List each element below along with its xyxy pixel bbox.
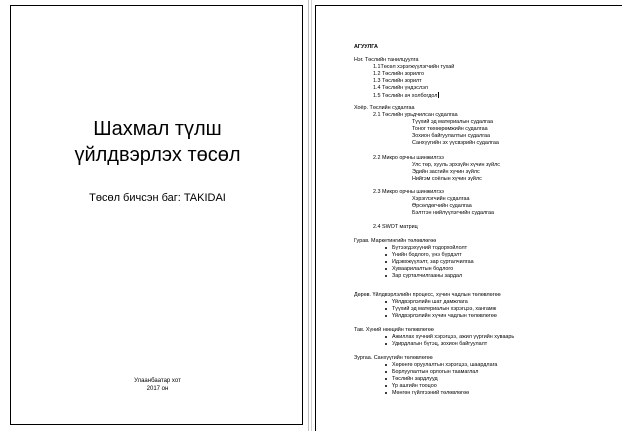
page-gap-divider: [308, 0, 309, 431]
toc-heading: АГУУЛГА: [354, 44, 378, 50]
toc-section-1: Нэг. Төслийн танилцуулга: [354, 57, 419, 63]
toc-item: Санхүүгийн эх үүсвэрийн судалгаа: [412, 140, 499, 146]
cover-title-line-1: Шахмал түлш: [93, 118, 222, 140]
toc-item: Улс төр, хууль эрхзүйн хүчин зүйлс: [412, 162, 500, 168]
toc-section-6: Зургаа. Санхүүгийн төлөвлөгөө: [354, 355, 433, 361]
toc-item: Өрсөлдөгчийн судалгаа: [412, 203, 472, 209]
bullet-icon: [385, 315, 387, 317]
toc-item-with-cursor: [373, 92, 439, 100]
table-of-contents: [316, 6, 622, 432]
toc-item: Төслийн зардлууд: [392, 376, 438, 382]
toc-section-3: Гурав. Маркетингийн төлөвлөгөө: [354, 238, 437, 244]
toc-item: Нийгэм соёлын хүчин зүйлс: [412, 176, 482, 182]
toc-item: Түүхий эд материалын хэрэгцээ, хангамж: [392, 306, 497, 312]
bullet-icon: [385, 254, 387, 256]
toc-item: Үр ашгийн тооцоо: [392, 383, 437, 389]
toc-item: Хөрөнгө оруулалтын хэрэгцээ, шаардлага: [392, 362, 498, 368]
bullet-icon: [385, 247, 387, 249]
bullet-icon: [385, 275, 387, 277]
cover-team-line: Төсөл бичсэн баг: TAKIDAI: [89, 192, 226, 204]
toc-item: Бэлтгэн нийлүүлэгчийн судалгаа: [412, 210, 495, 216]
bullet-icon: [385, 301, 387, 303]
cover-year: 2017 он: [146, 386, 169, 392]
toc-item: Үнийн бодлого, үнэ бүрдэлт: [392, 252, 462, 258]
toc-item: 1.3 Төслийн зорилт: [373, 78, 422, 84]
bullet-icon: [385, 364, 387, 366]
bullet-icon: [385, 343, 387, 345]
bullet-icon: [385, 261, 387, 263]
toc-item: 1.4 Төслийн үндэслэл: [373, 85, 428, 91]
toc-item: Түүхий эд материалын судалгаа: [412, 119, 494, 125]
bullet-icon: [385, 385, 387, 387]
bullet-icon: [385, 371, 387, 373]
toc-item: Бүтээгдэхүүний тодорхойлолт: [392, 245, 468, 251]
cover-title-line-2: үйлдвэрлэх төсөл: [74, 144, 241, 166]
toc-item: Удирдлагын бүтэц, зохион байгуулалт: [392, 341, 488, 347]
toc-item: Зохион байгуулалтын судалгаа: [412, 133, 491, 139]
toc-item: Тоног төхөөрөмжийн судалгаа: [412, 126, 488, 132]
toc-item: Борлуулалтын орлогын таамаглал: [392, 369, 479, 375]
toc-item: Зар сурталчилгааны зардал: [392, 273, 463, 279]
toc-section-5: Тав. Хүний нөөцийн төлөвлөгөө: [354, 327, 434, 333]
toc-item: 1.5 Төслийн ач холбогдол: [373, 93, 438, 99]
toc-item: Хуваарилалтын бодлого: [392, 266, 454, 272]
toc-item: Ажиллах хүчний хэрэгцээ, ажил үүргийн хуваарь: [392, 334, 515, 340]
bullet-icon: [385, 336, 387, 338]
toc-item: Мөнгөн гүйлгээний төлөвлөгөө: [392, 390, 470, 396]
toc-item: 1.2 Төслийн зорилго: [373, 71, 425, 77]
toc-item: Хэрэглэгчийн судалгаа: [412, 196, 470, 202]
toc-item: Үйлдвэрлэлийн шат дамжлага: [392, 299, 468, 305]
toc-section-4: Дөрөв. Үйлдвэрлэлийн процесс, хүчин чадлын төлөвлөгөө: [354, 292, 501, 298]
cover-city: Улаанбаатар хот: [134, 378, 181, 384]
cover-page[interactable]: [10, 5, 303, 425]
toc-subsection: 2.2 Микро орчны шинжилгээ: [373, 155, 444, 161]
bullet-icon: [385, 308, 387, 310]
toc-item: Үйлдвэрлэлийн хүчин чадлын төлөвлөгөө: [392, 313, 497, 319]
toc-subsection: 2.4 SWOT матриц: [373, 224, 418, 230]
bullet-icon: [385, 268, 387, 270]
page-gap-divider-2: [311, 0, 312, 431]
bullet-icon: [385, 392, 387, 394]
bullet-icon: [385, 378, 387, 380]
toc-section-2: Хоёр. Төслийн судалгаа: [354, 105, 415, 111]
toc-subsection: 2.1 Төслийн урьдчилсан судалгаа: [373, 112, 458, 118]
contents-page[interactable]: [315, 5, 622, 431]
toc-subsection: 2.3 Микро орчны шинжилгээ: [373, 189, 444, 195]
toc-item: Идэвхжүүлэлт, зар сурталчилгаа: [392, 259, 474, 265]
toc-item: Эдийн засгийн хүчин зүйлс: [412, 169, 480, 175]
text-cursor: [438, 92, 439, 98]
toc-item: 1.1Төсөл хэрэгжүүлэгчийн тухай: [373, 64, 455, 70]
